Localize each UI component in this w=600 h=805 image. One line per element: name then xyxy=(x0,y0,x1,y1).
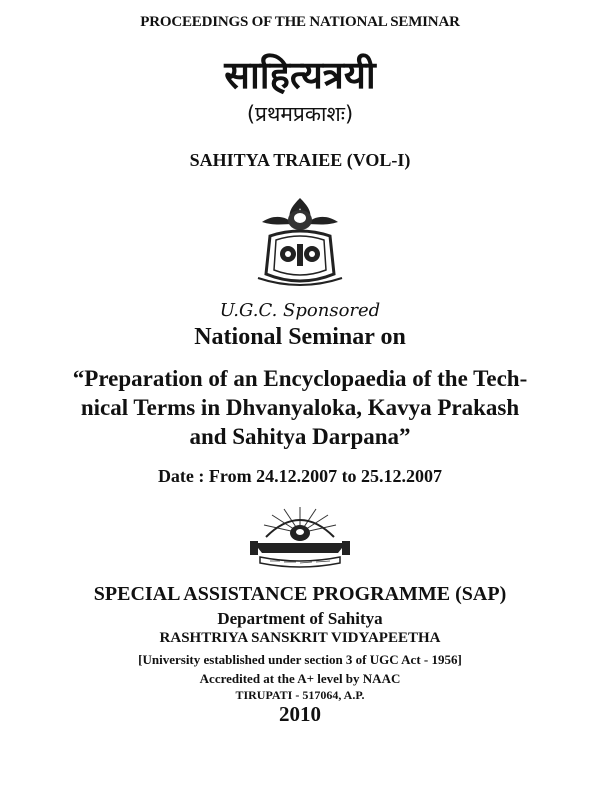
hindi-title: साहित्यत्रयी xyxy=(224,53,376,97)
english-title: SAHITYA TRAIEE (VOL-I) xyxy=(189,150,411,170)
vidyapeetha-emblem-icon xyxy=(246,503,354,569)
ugc-emblem-icon xyxy=(248,192,352,292)
publication-year: 2010 xyxy=(279,702,321,726)
sponsor-line: U.G.C. Sponsored xyxy=(219,300,381,321)
seminar-topic-line-3: and Sahitya Darpana” xyxy=(189,424,411,449)
seminar-topic-line-1: “Preparation of an Encyclopaedia of the Tech- xyxy=(72,366,528,391)
seminar-heading: National Seminar on xyxy=(194,324,406,350)
programme-title: SPECIAL ASSISTANCE PROGRAMME (SAP) xyxy=(93,583,507,605)
university-note: [University established under section 3 of UGC Act - 1956] xyxy=(138,652,462,667)
seminar-date: Date : From 24.12.2007 to 25.12.2007 xyxy=(157,466,443,486)
location-line: TIRUPATI - 517064, A.P. xyxy=(235,688,365,702)
institution-name: RASHTRIYA SANSKRIT VIDYAPEETHA xyxy=(159,630,441,646)
hindi-subtitle: (प्रथमप्रकाशः) xyxy=(246,102,354,126)
seminar-topic-line-2: nical Terms in Dhvanyaloka, Kavya Prakash xyxy=(80,395,520,420)
proceedings-heading: PROCEEDINGS OF THE NATIONAL SEMINAR xyxy=(140,14,460,30)
accreditation-note: Accredited at the A+ level by NAAC xyxy=(199,671,401,686)
department-name: Department of Sahitya xyxy=(217,609,383,628)
